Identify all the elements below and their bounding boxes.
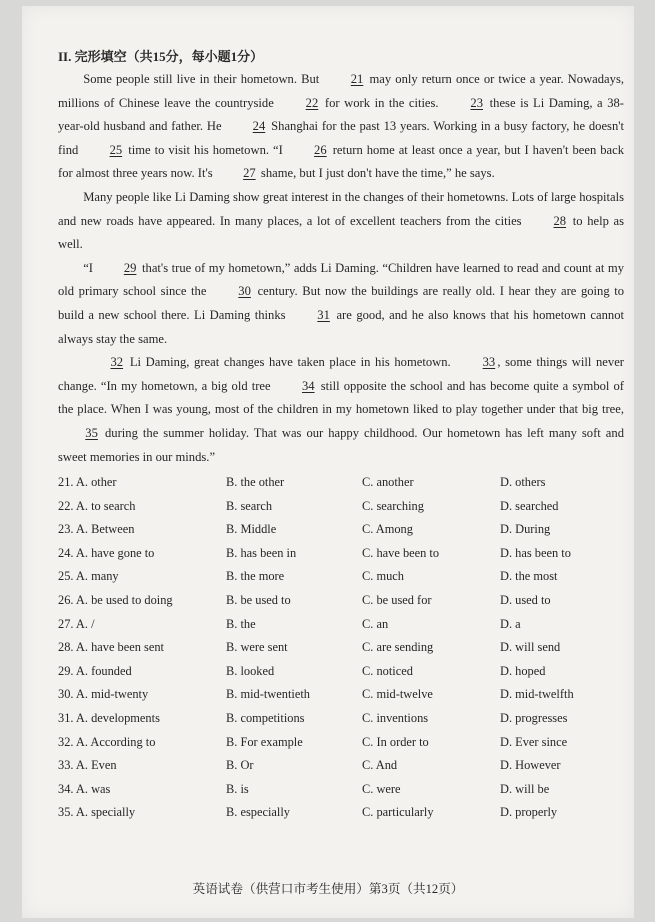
option-c: C. were bbox=[362, 781, 401, 796]
question-row bbox=[58, 778, 624, 802]
option-b: B. were sent bbox=[226, 640, 288, 655]
passage-text: Some people still live in their hometown. But bbox=[83, 72, 324, 86]
passage-text: Many people like Li Daming show great interest in the changes of their hometowns. Lots of large hospitals and new roads have appeared. In many places, a lot of excellent teachers from the cities bbox=[58, 189, 624, 228]
option-d: D. used to bbox=[500, 593, 551, 608]
blank-25: 25 bbox=[109, 142, 123, 157]
option-c: C. searching bbox=[362, 498, 424, 513]
option-d: D. hoped bbox=[500, 663, 546, 678]
passage-text: Shanghai for the past 13 years. Working in a busy factory, he doesn't find bbox=[58, 119, 625, 157]
option-b: B. mid-twentieth bbox=[226, 687, 310, 702]
option-b: B. competitions bbox=[226, 711, 305, 726]
question-row bbox=[58, 589, 624, 613]
option-c: C. And bbox=[362, 758, 398, 773]
option-d: D. the most bbox=[500, 569, 558, 584]
passage-text: , some things will never change. “In my hometown, a big old tree bbox=[58, 355, 624, 393]
question-num-option-a bbox=[58, 754, 226, 778]
question-number: 29. bbox=[58, 663, 74, 678]
question-row bbox=[58, 613, 624, 637]
question-number: 35. bbox=[58, 805, 74, 820]
question-num-option-a bbox=[58, 471, 226, 495]
blank-27: 27 bbox=[243, 166, 256, 181]
option-a: A. have been sent bbox=[75, 640, 164, 655]
option-b: B. the other bbox=[226, 475, 285, 490]
option-a: A. other bbox=[75, 475, 117, 490]
option-d: D. will be bbox=[500, 781, 550, 796]
question-number: 33. bbox=[58, 758, 74, 773]
option-d: D. mid-twelfth bbox=[500, 687, 574, 702]
option-c: C. an bbox=[362, 616, 389, 631]
blank-23: 23 bbox=[470, 95, 484, 110]
question-row bbox=[58, 731, 624, 755]
options-list bbox=[58, 471, 624, 825]
option-b: B. be used to bbox=[226, 593, 291, 608]
option-c: C. be used for bbox=[362, 593, 432, 608]
question-number: 27. bbox=[58, 616, 74, 631]
option-d: D. a bbox=[500, 616, 521, 631]
passage-text: return home at least once a year, but I haven't been back for almost three years now. It's bbox=[58, 142, 624, 181]
option-c: C. inventions bbox=[362, 711, 429, 726]
blank-34: 34 bbox=[301, 378, 315, 393]
passage-text: may only return once or twice a year. Nowadays, millions of Chinese leave the countryside bbox=[58, 72, 624, 110]
option-c: C. Among bbox=[362, 522, 413, 537]
question-row bbox=[58, 565, 624, 589]
question-number: 22. bbox=[58, 498, 74, 513]
exam-content bbox=[58, 46, 624, 825]
question-num-option-a bbox=[58, 660, 226, 684]
option-c: C. have been to bbox=[362, 545, 440, 560]
option-b: B. the bbox=[226, 616, 256, 631]
question-number: 26. bbox=[58, 593, 74, 608]
option-b: B. search bbox=[226, 498, 273, 513]
option-c: C. noticed bbox=[362, 663, 413, 678]
option-d: D. progresses bbox=[500, 711, 568, 726]
option-d: D. searched bbox=[500, 498, 559, 513]
passage-text: are good, and he also knows that his hometown cannot always stay the same. bbox=[58, 307, 624, 346]
question-num-option-a bbox=[58, 613, 226, 637]
question-number: 32. bbox=[58, 734, 74, 749]
question-row bbox=[58, 542, 624, 566]
option-a: A. Even bbox=[75, 758, 117, 773]
option-d: D. Ever since bbox=[500, 734, 568, 749]
passage-text: time to visit his hometown. “I bbox=[124, 142, 287, 157]
passage-text: still opposite the school and has become quite a symbol of the place. When I was young, most of the children in my hometown liked to play together under that big tree, bbox=[58, 378, 624, 417]
blank-35: 35 bbox=[85, 425, 98, 440]
question-num-option-a bbox=[58, 778, 226, 802]
question-row bbox=[58, 495, 624, 519]
question-num-option-a bbox=[58, 707, 226, 731]
option-b: B. Or bbox=[226, 758, 254, 773]
question-row bbox=[58, 801, 624, 825]
option-b: B. Middle bbox=[226, 522, 277, 537]
blank-33: 33 bbox=[482, 355, 496, 370]
option-a: A. specially bbox=[75, 805, 136, 820]
blank-24: 24 bbox=[252, 119, 266, 134]
option-b: B. is bbox=[226, 781, 249, 796]
option-a: A. mid-twenty bbox=[75, 687, 149, 702]
passage-text: these is Li Daming, a 38-year-old husband and father. He bbox=[58, 95, 624, 134]
question-row bbox=[58, 636, 624, 660]
blank-29: 29 bbox=[123, 260, 137, 275]
question-row bbox=[58, 471, 624, 495]
section-title: II. 完形填空（共15分，每小题1分） bbox=[58, 49, 264, 64]
option-b: B. the more bbox=[226, 569, 285, 584]
question-number: 34. bbox=[58, 781, 74, 796]
option-c: C. much bbox=[362, 569, 404, 584]
blank-31: 31 bbox=[317, 307, 330, 322]
question-number: 21. bbox=[58, 475, 74, 490]
question-row bbox=[58, 754, 624, 778]
question-num-option-a bbox=[58, 542, 226, 566]
blank-32: 32 bbox=[110, 355, 124, 370]
passage-paragraph bbox=[58, 351, 624, 469]
option-a: A. was bbox=[75, 781, 111, 796]
option-d: D. properly bbox=[500, 805, 558, 820]
option-a: A. developments bbox=[75, 711, 160, 726]
option-c: C. another bbox=[362, 475, 414, 490]
option-c: C. are sending bbox=[362, 640, 434, 655]
option-a: A. many bbox=[75, 569, 119, 584]
passage-text: during the summer holiday. That was our happy childhood. Our hometown has left many soft and sweet memories in our minds.” bbox=[58, 425, 624, 464]
question-number: 23. bbox=[58, 522, 74, 537]
question-number: 24. bbox=[58, 545, 74, 560]
option-d: D. will send bbox=[500, 640, 561, 655]
passage-paragraph bbox=[58, 257, 624, 351]
passage-text: that's true of my hometown,” adds Li Daming. “Children have learned to read and count at my old primary school since the bbox=[58, 260, 624, 299]
option-b: B. For example bbox=[226, 734, 303, 749]
blank-21: 21 bbox=[350, 72, 364, 86]
option-d: D. However bbox=[500, 758, 561, 773]
question-number: 28. bbox=[58, 640, 74, 655]
blank-26: 26 bbox=[314, 142, 327, 157]
question-number: 30. bbox=[58, 687, 74, 702]
exam-page bbox=[22, 6, 634, 918]
passage-paragraph bbox=[58, 68, 624, 186]
question-num-option-a bbox=[58, 801, 226, 825]
cloze-passage bbox=[58, 68, 624, 469]
passage-text: Li Daming, great changes have taken place in his hometown. bbox=[125, 355, 456, 370]
question-number: 31. bbox=[58, 711, 74, 726]
question-num-option-a bbox=[58, 636, 226, 660]
question-num-option-a bbox=[58, 683, 226, 707]
option-b: B. has been in bbox=[226, 545, 297, 560]
option-b: B. especially bbox=[226, 805, 290, 820]
page-footer: 英语试卷（供营口市考生使用）第3页（共12页） bbox=[192, 882, 464, 896]
question-row bbox=[58, 707, 624, 731]
passage-text: shame, but I just don't have the time,” he says. bbox=[257, 166, 495, 181]
question-number: 25. bbox=[58, 569, 74, 584]
question-num-option-a bbox=[58, 589, 226, 613]
question-num-option-a bbox=[58, 518, 226, 542]
option-c: C. In order to bbox=[362, 734, 429, 749]
passage-text: “I bbox=[83, 260, 97, 275]
option-d: D. During bbox=[500, 522, 551, 537]
option-b: B. looked bbox=[226, 663, 275, 678]
passage-text: to help as well. bbox=[58, 213, 624, 252]
question-row bbox=[58, 660, 624, 684]
passage-text: for work in the cities. bbox=[320, 95, 444, 110]
option-a: A. / bbox=[75, 616, 95, 631]
passage-paragraph bbox=[58, 186, 624, 257]
option-d: D. has been to bbox=[500, 545, 571, 560]
option-c: C. particularly bbox=[362, 805, 434, 820]
question-row bbox=[58, 683, 624, 707]
option-a: A. Between bbox=[75, 522, 135, 537]
passage-text: century. But now the buildings are really old. I hear they are going to build a new school there. Li Daming thinks bbox=[58, 284, 625, 322]
option-a: A. to search bbox=[75, 498, 136, 513]
question-row bbox=[58, 518, 624, 542]
option-a: A. be used to doing bbox=[75, 593, 173, 608]
blank-30: 30 bbox=[238, 284, 251, 299]
question-num-option-a bbox=[58, 495, 226, 519]
option-d: D. others bbox=[500, 475, 546, 490]
blank-28: 28 bbox=[553, 213, 567, 228]
option-c: C. mid-twelve bbox=[362, 687, 433, 702]
blank-22: 22 bbox=[305, 95, 319, 110]
option-a: A. founded bbox=[75, 663, 132, 678]
question-num-option-a bbox=[58, 565, 226, 589]
option-a: A. According to bbox=[75, 734, 156, 749]
question-num-option-a bbox=[58, 731, 226, 755]
option-a: A. have gone to bbox=[75, 545, 155, 560]
